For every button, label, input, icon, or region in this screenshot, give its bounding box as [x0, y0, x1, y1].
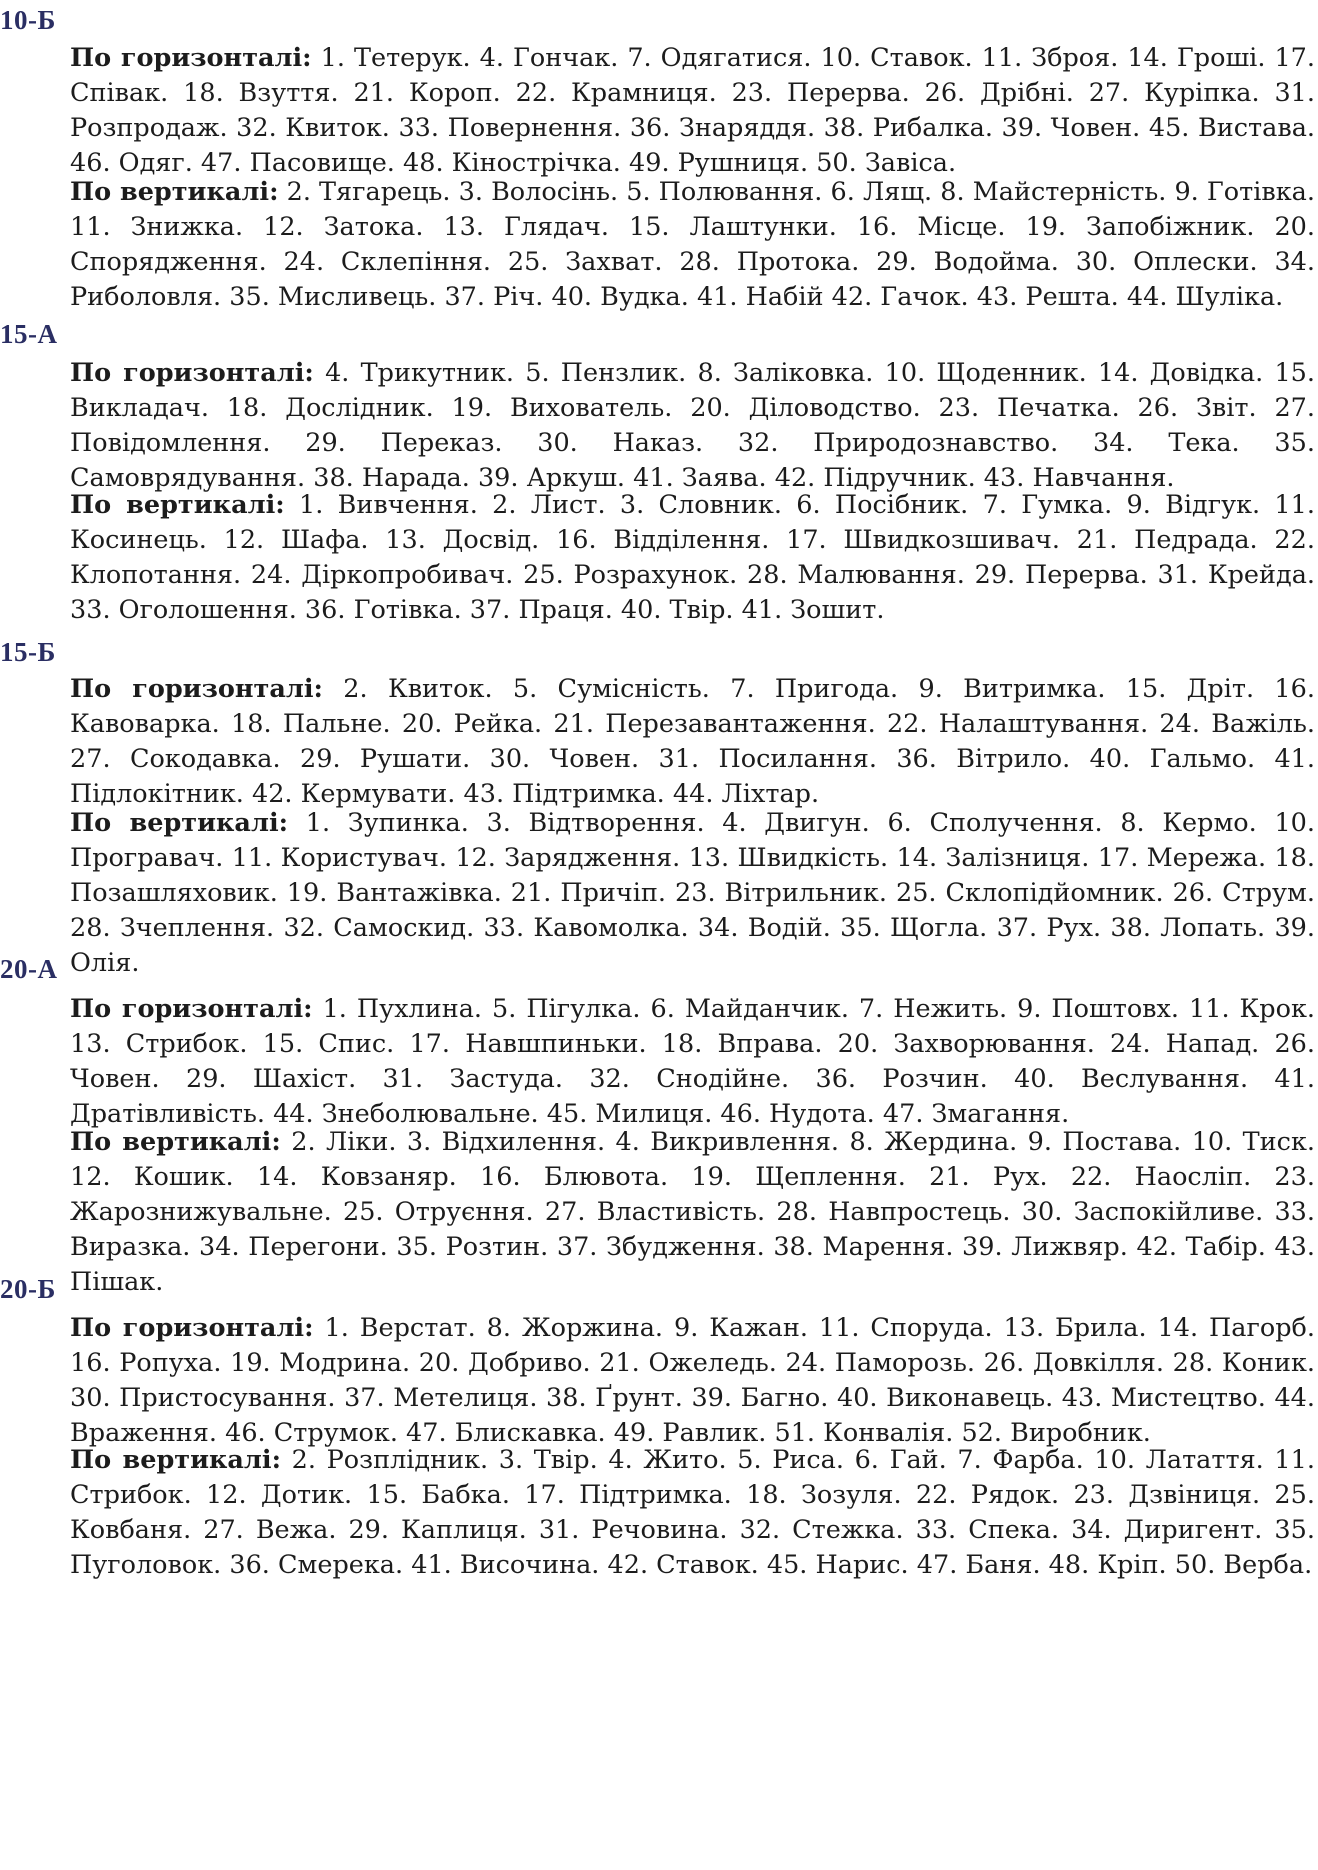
vertical-label: По вертикалі: [70, 1127, 281, 1157]
vertical-label: По вертикалі: [70, 808, 289, 838]
horizontal-answers [70, 1311, 1315, 1451]
vertical-text: 2. Тягарець. 3. Волосінь. 5. Полювання. 6. Лящ. 8. Майстерність. 9. Готівка. 11. Знижка. 12. Затока. 13. Глядач. 15. Лаштунки. 16. Місце. 19. Запобіжник. 20. Спорядження. 24. Склепіння. 25. Захват. 28. Протока. 29. Водойма. 30. Оплески. 34. Риболовля. 35. Мисливець. 37. Річ. 40. Вудка. 41. Набій 42. Гачок. 43. Решта. 44. Шуліка. [70, 177, 1315, 312]
horizontal-text: 1. Тетерук. 4. Гончак. 7. Одягатися. 10. Ставок. 11. Зброя. 14. Гроші. 17. Співак. 18. Взуття. 21. Короп. 22. Крамниця. 23. Перерва. 26. Дрібні. 27. Куріпка. 31. Розпродаж. 32. Квиток. 33. Повернення. 36. Знаряддя. 38. Рибалка. 39. Човен. 45. Вистава. 46. Одяг. 47. Пасовище. 48. Кінострічка. 49. Рушниця. 50. Завіса. [70, 43, 1315, 178]
horizontal-label: По горизонталі: [70, 994, 313, 1024]
vertical-answers [70, 175, 1315, 315]
section-title: 10-Б [0, 5, 56, 35]
vertical-answers [70, 806, 1315, 981]
horizontal-text: 1. Верстат. 8. Жоржина. 9. Кажан. 11. Споруда. 13. Брила. 14. Пагорб. 16. Ропуха. 19. Модрина. 20. Добриво. 21. Ожеледь. 24. Паморозь. 26. Довкілля. 28. Коник. 30. Пристосування. 37. Метелиця. 38. Ґрунт. 39. Багно. 40. Виконавець. 43. Мистецтво. 44. Враження. 46. Струмок. 47. Блискавка. 49. Равлик. 51. Конвалія. 52. Виробник. [70, 1313, 1315, 1448]
vertical-answers [70, 1125, 1315, 1300]
vertical-text: 1. Зупинка. 3. Відтворення. 4. Двигун. 6. Сполучення. 8. Кермо. 10. Програвач. 11. Користувач. 12. Зарядження. 13. Швидкість. 14. Залізниця. 17. Мережа. 18. Позашляховик. 19. Вантажівка. 21. Причіп. 23. Вітрильник. 25. Склопідйомник. 26. Струм. 28. Зчеплення. 32. Самоскид. 33. Кавомолка. 34. Водій. 35. Щогла. 37. Рух. 38. Лопать. 39. Олія. [70, 808, 1315, 978]
vertical-text: 2. Розплідник. 3. Твір. 4. Жито. 5. Риса. 6. Гай. 7. Фарба. 10. Латаття. 11. Стрибок. 12. Дотик. 15. Бабка. 17. Підтримка. 18. Зозуля. 22. Рядок. 23. Дзвіниця. 25. Ковбаня. 27. Вежа. 29. Каплиця. 31. Речовина. 32. Стежка. 33. Спека. 34. Диригент. 35. Пуголовок. 36. Смерека. 41. Височина. 42. Ставок. 45. Нарис. 47. Баня. 48. Кріп. 50. Верба. [70, 1445, 1315, 1580]
horizontal-label: По горизонталі: [70, 358, 314, 388]
vertical-text: 2. Ліки. 3. Відхилення. 4. Викривлення. 8. Жердина. 9. Постава. 10. Тиск. 12. Кошик. 14. Ковзаняр. 16. Блювота. 19. Щеплення. 21. Рух. 22. Наосліп. 23. Жарознижувальне. 25. Отруєння. 27. Властивість. 28. Навпростець. 30. Заспокійливе. 33. Виразка. 34. Перегони. 35. Розтин. 37. Збудження. 38. Марення. 39. Лижвяр. 42. Табір. 43. Пішак. [70, 1127, 1315, 1297]
horizontal-text: 1. Пухлина. 5. Пігулка. 6. Майданчик. 7. Нежить. 9. Поштовх. 11. Крок. 13. Стрибок. 15. Спис. 17. Навшпиньки. 18. Вправа. 20. Захворювання. 24. Напад. 26. Човен. 29. Шахіст. 31. Застуда. 32. Снодійне. 36. Розчин. 40. Веслування. 41. Дратівливість. 44. Знеболювальне. 45. Милиця. 46. Нудота. 47. Змагання. [70, 994, 1315, 1129]
horizontal-answers [70, 992, 1315, 1132]
section-title: 20-А [0, 954, 58, 984]
vertical-label: По вертикалі: [70, 1445, 282, 1475]
vertical-answers [70, 1443, 1315, 1583]
section-title: 20-Б [0, 1274, 56, 1304]
horizontal-answers [70, 672, 1315, 812]
horizontal-label: По горизонталі: [70, 1313, 314, 1343]
horizontal-answers [70, 41, 1315, 181]
vertical-label: По вертикалі: [70, 177, 279, 207]
horizontal-text: 2. Квиток. 5. Сумісність. 7. Пригода. 9. Витримка. 15. Дріт. 16. Кавоварка. 18. Пальне. 20. Рейка. 21. Перезавантаження. 22. Налаштування. 24. Важіль. 27. Сокодавка. 29. Рушати. 30. Човен. 31. Посилання. 36. Вітрило. 40. Гальмо. 41. Підлокітник. 42. Кермувати. 43. Підтримка. 44. Ліхтар. [70, 674, 1315, 809]
horizontal-answers [70, 356, 1315, 496]
section-title: 15-А [0, 319, 58, 349]
section-title: 15-Б [0, 637, 56, 667]
vertical-text: 1. Вивчення. 2. Лист. 3. Словник. 6. Посібник. 7. Гумка. 9. Відгук. 11. Косинець. 12. Шафа. 13. Досвід. 16. Відділення. 17. Швидкозшивач. 21. Педрада. 22. Клопотання. 24. Діркопробивач. 25. Розрахунок. 28. Малювання. 29. Перерва. 31. Крейда. 33. Оголошення. 36. Готівка. 37. Праця. 40. Твір. 41. Зошит. [70, 490, 1315, 625]
horizontal-text: 4. Трикутник. 5. Пензлик. 8. Заліковка. 10. Щоденник. 14. Довідка. 15. Викладач. 18. Дослідник. 19. Вихователь. 20. Діловодство. 23. Печатка. 26. Звіт. 27. Повідомлення. 29. Переказ. 30. Наказ. 32. Природознавство. 34. Тека. 35. Самоврядування. 38. Нарада. 39. Аркуш. 41. Заява. 42. Підручник. 43. Навчання. [70, 358, 1316, 493]
vertical-label: По вертикалі: [70, 490, 285, 520]
vertical-answers [70, 488, 1315, 628]
horizontal-label: По горизонталі: [70, 674, 323, 704]
horizontal-label: По горизонталі: [70, 43, 312, 73]
